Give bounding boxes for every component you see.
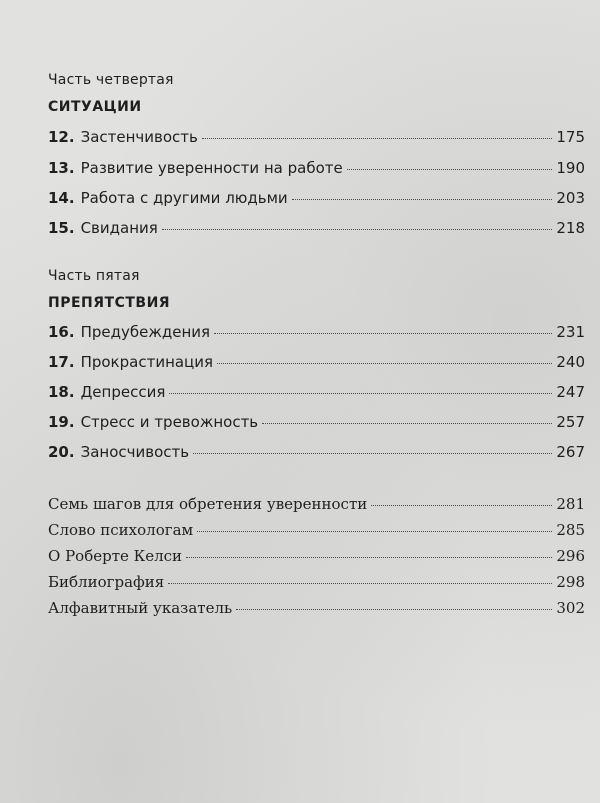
page-number: 247 — [556, 383, 585, 401]
chapter-number: 20. — [48, 443, 75, 461]
dot-leader — [169, 393, 552, 394]
toc-entry[interactable] — [48, 219, 585, 241]
page-number: 302 — [556, 599, 585, 617]
dot-leader — [347, 169, 553, 170]
toc-entry[interactable] — [48, 353, 585, 375]
dot-leader — [186, 557, 552, 558]
dot-leader — [193, 453, 552, 454]
dot-leader — [292, 199, 553, 200]
chapter-number: 12. — [48, 128, 75, 146]
dot-leader — [262, 423, 552, 424]
toc-entry[interactable] — [48, 495, 585, 517]
page-number: 190 — [556, 159, 585, 177]
part-five-title: ПРЕПЯТСТВИЯ — [48, 295, 171, 311]
toc-entry[interactable] — [48, 323, 585, 345]
page-number: 296 — [556, 547, 585, 565]
toc-entry[interactable] — [48, 521, 585, 543]
toc-entry[interactable] — [48, 599, 585, 621]
chapter-number: 14. — [48, 189, 75, 207]
chapter-title: Застенчивость — [80, 128, 198, 146]
dot-leader — [197, 531, 552, 532]
page-number: 257 — [556, 413, 585, 431]
page-number: 218 — [556, 219, 585, 237]
toc-entry[interactable] — [48, 413, 585, 435]
page-number: 203 — [556, 189, 585, 207]
page-number: 240 — [556, 353, 585, 371]
chapter-number: 13. — [48, 159, 75, 177]
part-five-label: Часть пятая — [48, 268, 140, 284]
page-number: 175 — [556, 128, 585, 146]
toc-entry[interactable] — [48, 443, 585, 465]
chapter-title: Депрессия — [80, 383, 166, 401]
chapter-title: Свидания — [80, 219, 158, 237]
dot-leader — [202, 138, 552, 139]
chapter-number: 17. — [48, 353, 75, 371]
entry-title: Алфавитный указатель — [48, 599, 233, 617]
chapter-title: Стресс и тревожность — [80, 413, 259, 431]
chapter-number: 16. — [48, 323, 75, 341]
dot-leader — [162, 229, 553, 230]
page-number: 231 — [556, 323, 585, 341]
entry-title: Библиография — [48, 573, 165, 591]
entry-title: Семь шагов для обретения уверенности — [48, 495, 368, 513]
toc-entry[interactable] — [48, 159, 585, 181]
entry-title: Слово психологам — [48, 521, 194, 539]
chapter-number: 19. — [48, 413, 75, 431]
part-four-title: СИТУАЦИИ — [48, 99, 142, 115]
toc-entry[interactable] — [48, 128, 585, 150]
page-number: 281 — [556, 495, 585, 513]
chapter-title: Предубеждения — [80, 323, 211, 341]
dot-leader — [371, 505, 552, 506]
chapter-title: Развитие уверенности на работе — [80, 159, 343, 177]
entry-title: О Роберте Келси — [48, 547, 183, 565]
toc-entry[interactable] — [48, 547, 585, 569]
dot-leader — [168, 583, 552, 584]
page-number: 285 — [556, 521, 585, 539]
toc-entry[interactable] — [48, 573, 585, 595]
page-number: 267 — [556, 443, 585, 461]
dot-leader — [217, 363, 552, 364]
toc-entry[interactable] — [48, 383, 585, 405]
chapter-title: Заносчивость — [80, 443, 190, 461]
toc-entry[interactable] — [48, 189, 585, 211]
part-four-label: Часть четвертая — [48, 72, 174, 88]
chapter-number: 18. — [48, 383, 75, 401]
page-number: 298 — [556, 573, 585, 591]
dot-leader — [214, 333, 552, 334]
chapter-title: Работа с другими людьми — [80, 189, 288, 207]
chapter-title: Прокрастинация — [80, 353, 214, 371]
dot-leader — [236, 609, 552, 610]
chapter-number: 15. — [48, 219, 75, 237]
